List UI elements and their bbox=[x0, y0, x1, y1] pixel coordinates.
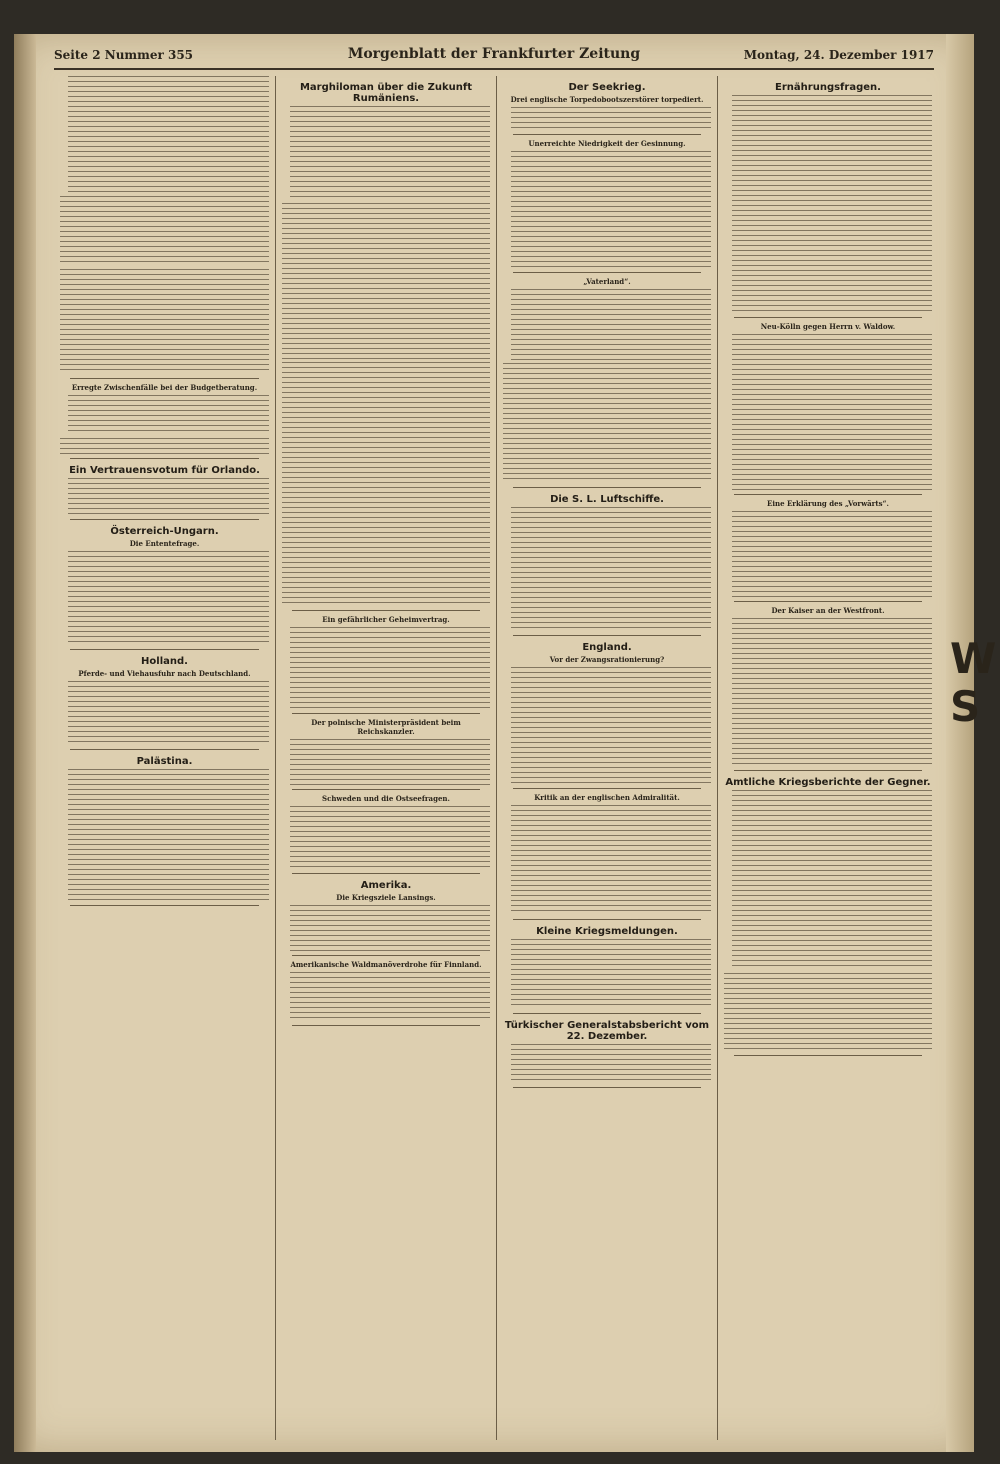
text-block bbox=[282, 106, 490, 200]
text-block bbox=[503, 667, 711, 784]
article-subheading: Der polnische Ministerpräsident beim Reichskanzler. bbox=[311, 717, 461, 736]
article-headline: Palästina. bbox=[136, 755, 193, 767]
adjacent-page-edge bbox=[946, 34, 997, 1452]
column-2 bbox=[275, 76, 496, 1440]
section-divider bbox=[513, 487, 701, 488]
section-divider bbox=[70, 649, 259, 650]
section-divider bbox=[70, 378, 259, 379]
text-block bbox=[60, 319, 269, 374]
section-divider bbox=[292, 955, 480, 956]
article-subheading: Pferde- und Viehausfuhr nach Deutschland. bbox=[78, 668, 251, 678]
article-headline: Kleine Kriegsmeldungen. bbox=[536, 925, 678, 937]
text-block bbox=[282, 905, 490, 952]
issue-date: Montag, 24. Dezember 1917 bbox=[743, 48, 934, 62]
text-block bbox=[282, 482, 490, 607]
article-subheading: „Vaterland“. bbox=[583, 277, 631, 287]
article-subheading: Vor der Zwangsrationierung? bbox=[549, 655, 665, 665]
text-block bbox=[60, 76, 269, 193]
page-header bbox=[54, 46, 934, 70]
text-block bbox=[724, 790, 932, 969]
text-block bbox=[60, 681, 269, 745]
section-divider bbox=[292, 789, 480, 790]
section-divider bbox=[292, 873, 480, 874]
article-subheading: Eine Erklärung des „Vorwärts“. bbox=[767, 499, 889, 509]
text-block bbox=[282, 739, 490, 786]
text-block bbox=[60, 478, 269, 515]
article-subheading: Schweden und die Ostseefragen. bbox=[322, 794, 450, 804]
edge-letter: S bbox=[950, 682, 981, 731]
text-block bbox=[503, 507, 711, 632]
article-subheading: Erregte Zwischenfälle bei der Budgetberatung. bbox=[71, 382, 258, 392]
text-block bbox=[503, 363, 711, 425]
section-divider bbox=[513, 272, 701, 273]
text-block bbox=[724, 95, 932, 313]
article-subheading: Drei englische Torpedobootszerstörer torpediert. bbox=[510, 95, 704, 104]
text-block bbox=[503, 1044, 711, 1083]
article-subheading: Der Kaiser an der Westfront. bbox=[771, 606, 885, 616]
text-block bbox=[503, 151, 711, 268]
article-headline: Türkischer Generalstabsbericht vom 22. Dezember. bbox=[504, 1019, 710, 1042]
article-subheading: Unerreichte Niedrigkeit der Gesinnung. bbox=[528, 139, 686, 149]
article-headline: Ein Vertrauensvotum für Orlando. bbox=[69, 464, 260, 476]
section-divider bbox=[70, 519, 259, 520]
article-headline: Ernährungsfragen. bbox=[775, 82, 881, 93]
section-divider bbox=[734, 601, 922, 602]
edge-letter: W bbox=[950, 634, 997, 683]
article-headline: Holland. bbox=[141, 655, 188, 667]
section-divider bbox=[513, 1087, 701, 1088]
text-block bbox=[60, 196, 269, 266]
article-subheading: Die Ententefrage. bbox=[129, 539, 200, 549]
newspaper-title: Morgenblatt der Frankfurter Zeitung bbox=[347, 46, 641, 62]
section-divider bbox=[292, 713, 480, 714]
section-divider bbox=[292, 610, 480, 611]
section-divider bbox=[70, 749, 259, 750]
section-divider bbox=[513, 919, 701, 920]
column-4 bbox=[717, 76, 938, 1440]
text-block bbox=[60, 269, 269, 316]
section-divider bbox=[734, 1055, 922, 1056]
text-block bbox=[724, 618, 932, 766]
text-block bbox=[282, 362, 490, 479]
text-block bbox=[60, 551, 269, 645]
text-block bbox=[282, 806, 490, 868]
article-headline: Der Seekrieg. bbox=[568, 82, 646, 93]
article-subheading: Amerikanische Waldmanöverdrohe für Finnland. bbox=[290, 960, 482, 970]
article-headline: Amtliche Kriegsberichte der Gegner. bbox=[725, 777, 931, 789]
text-block bbox=[503, 939, 711, 1009]
section-divider bbox=[734, 317, 922, 318]
article-headline: Amerika. bbox=[360, 879, 412, 891]
section-divider bbox=[734, 494, 922, 495]
text-block bbox=[282, 972, 490, 1020]
section-divider bbox=[734, 770, 922, 771]
column-3 bbox=[496, 76, 717, 1440]
column-1 bbox=[54, 76, 275, 1440]
text-block bbox=[60, 769, 269, 902]
text-block bbox=[60, 395, 269, 436]
newspaper-page bbox=[14, 34, 997, 1452]
section-divider bbox=[513, 1013, 701, 1014]
article-subheading: Ein gefährlicher Geheimvertrag. bbox=[322, 615, 450, 625]
section-divider bbox=[70, 458, 259, 459]
article-subheading: Neu-Kölln gegen Herrn v. Waldow. bbox=[760, 322, 896, 332]
section-divider bbox=[292, 1025, 480, 1026]
article-headline: Die S. L. Luftschiffe. bbox=[550, 493, 664, 505]
page-number: Seite 2 Nummer 355 bbox=[54, 48, 194, 62]
text-block bbox=[503, 107, 711, 130]
text-block bbox=[60, 438, 269, 454]
section-divider bbox=[513, 788, 701, 789]
text-block bbox=[503, 805, 711, 914]
section-divider bbox=[513, 134, 701, 135]
page-binding bbox=[14, 34, 36, 1452]
section-divider bbox=[70, 905, 259, 906]
article-subheading: Kritik an der englischen Admiralität. bbox=[534, 793, 680, 803]
article-columns bbox=[54, 76, 938, 1440]
text-block bbox=[282, 203, 490, 359]
article-subheading: Die Kriegsziele Lansings. bbox=[336, 892, 436, 902]
section-divider bbox=[513, 635, 701, 636]
article-headline: Österreich-Ungarn. bbox=[110, 526, 219, 538]
text-block bbox=[724, 973, 932, 1051]
text-block bbox=[503, 428, 711, 483]
text-block bbox=[503, 289, 711, 359]
text-block bbox=[724, 511, 932, 597]
text-block bbox=[282, 627, 490, 708]
text-block bbox=[724, 334, 932, 490]
article-headline: Marghiloman über die Zukunft Rumäniens. bbox=[299, 82, 473, 104]
article-headline: England. bbox=[582, 642, 632, 654]
